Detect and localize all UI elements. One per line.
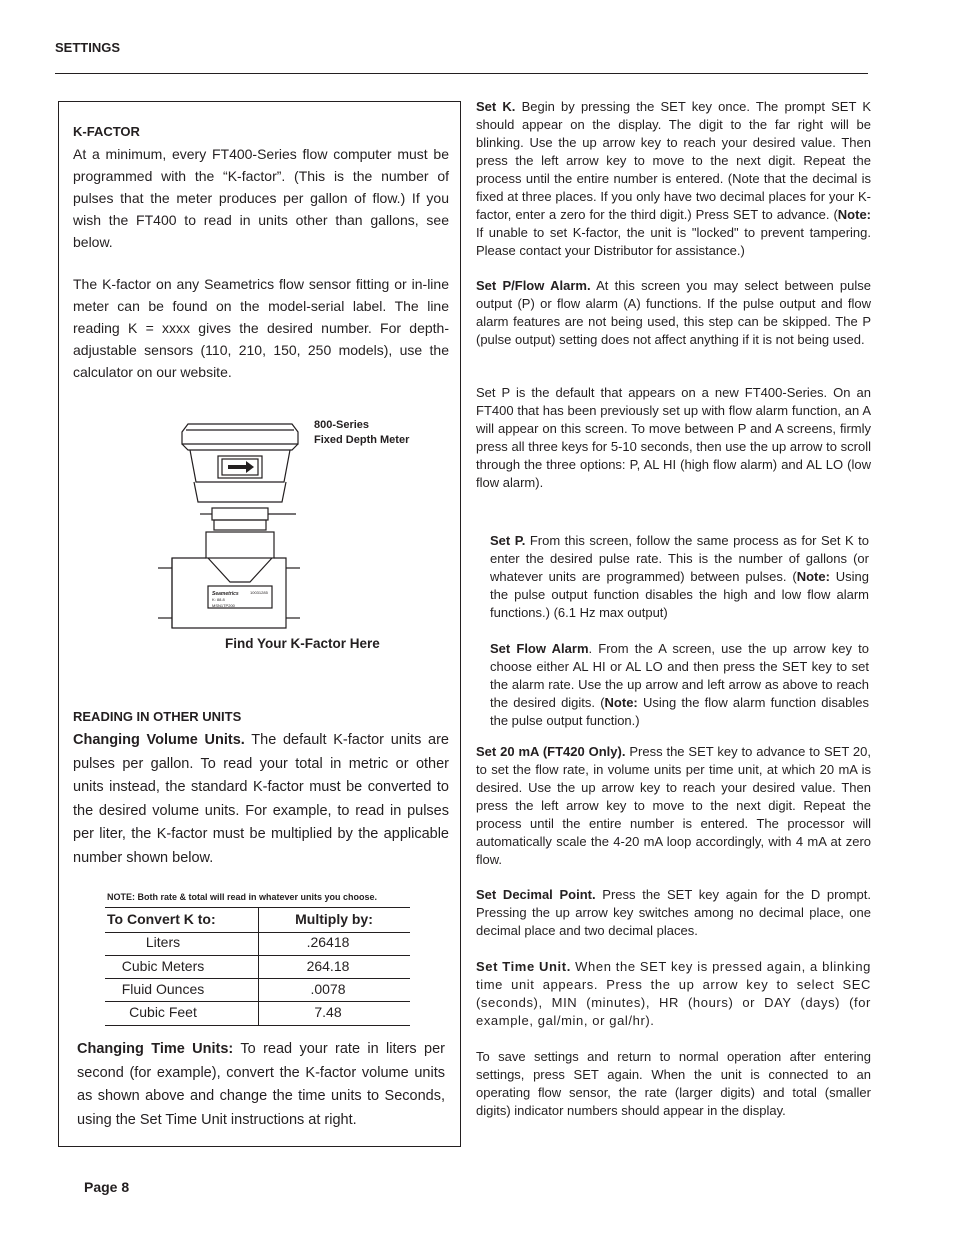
volume-units-lead: Changing Volume Units. [73, 732, 245, 748]
set-p-flow-alarm-body: At this screen you may select between pulse output (P) or flow alarm (A) functions. If the pulse output and flow alarm features are not being used, this step can be skipped. The P (pulse output) setting does not affect anything if it is not being used. [476, 278, 871, 347]
save-settings-paragraph: To save settings and return to normal operation after entering settings, press SET again. When the unit is connected to an operating flow sensor, the rate (larger digits) and total (smaller digits) indicator numbers should appear in the display. [476, 1049, 871, 1118]
time-units-body: To read your rate in liters per second (for example), convert the K-factor volume units as shown above and change the time units to Seconds, using the Set Time Unit instructions at right. [77, 1041, 445, 1128]
set-time-unit-paragraph [476, 958, 871, 1030]
table-header-right: Multiply by: [295, 911, 373, 927]
set-decimal-point-body: Press the SET key again for the D prompt. Pressing the up arrow key switches among no decimal place, one decimal place and two decimal places. [476, 887, 871, 938]
set-flow-alarm-lead: Set Flow Alarm [490, 641, 589, 656]
set-k-note-label: Note: [837, 207, 871, 222]
set-flow-alarm-note-body: Using the flow alarm function disables the pulse output function.) [490, 695, 869, 728]
set-p-paragraph [490, 532, 869, 622]
set-flow-alarm-body: . From the A screen, use the up arrow key to choose either AL HI or AL LO and then press the SET key to set the alarm rate. Use the up arrow and left arrow as above to reach the desired digits. ( [490, 641, 869, 710]
set-20ma-paragraph [476, 743, 871, 869]
set-20ma-lead: Set 20 mA (FT420 Only). [476, 744, 626, 759]
set-flow-alarm-note-label: Note: [604, 695, 638, 710]
set-p-flow-alarm-paragraph [476, 277, 871, 349]
table-bottom-rule [105, 1025, 410, 1026]
set-decimal-point-paragraph [476, 886, 871, 940]
model-serial-label [212, 590, 269, 608]
table-note: NOTE: Both rate & total will read in whatever units you choose. [107, 892, 378, 902]
table-cell-unit: Cubic Meters [121, 958, 205, 974]
figure-label [314, 418, 409, 448]
set-k-note-body: If unable to set K-factor, the unit is "locked" to prevent tampering. Please contact your Distributor for assistance.) [476, 225, 871, 258]
set-time-unit-body: When the SET key is pressed again, a blinking time unit appears. Press the up arrow key to select SEC (seconds), MIN (minutes), HR (hours) or DAY (days) (for example, gal/min, or gal/hr). [476, 959, 872, 1028]
tag-k-line: K: 88.8 [212, 597, 225, 602]
set-p-note-label: Note: [796, 569, 830, 584]
table-cell-factor: .0078 [310, 981, 346, 997]
tag-model: MSN1TP200 [212, 603, 235, 608]
table-cell-factor: .26418 [306, 934, 350, 950]
set-k-paragraph [476, 98, 871, 260]
table-cell-factor: 264.18 [306, 958, 350, 974]
reading-heading: READING IN OTHER UNITS [73, 709, 242, 724]
table-cell-unit: Liters [145, 934, 181, 950]
table-cell-unit: Cubic Feet [129, 1004, 197, 1020]
volume-units-body: The default K-factor units are pulses per gallon. To read your total in metric or other units instead, the standard K-factor must be converted to the desired volume units. For example, to read in pulses per liter, the K-factor must be multiplied by the applicable number shown below. [73, 732, 449, 866]
header-rule [55, 73, 868, 74]
set-p-default-paragraph: Set P is the default that appears on a new FT400-Series. On an FT400 that has been previously set up with flow alarm function, an A will appear on this screen. To move between P and A screens, firmly press all three keys for 5-10 seconds, then use the up arrow to scroll through the three options: P, AL HI (high flow alarm) and AL LO (low flow alarm). [476, 385, 871, 490]
kfactor-paragraph-1: At a minimum, every FT400-Series flow computer must be programmed with the “K-factor”. (This is the number of pulses that the meter produces per gallon of flow.) If you wish the FT400 to read in units other than gallons, see below. [73, 146, 449, 250]
time-units-lead: Changing Time Units: [77, 1041, 234, 1057]
volume-units-paragraph [73, 729, 449, 870]
set-flow-alarm-paragraph [490, 640, 869, 730]
section-header: SETTINGS [55, 40, 121, 55]
set-k-lead: Set K. [476, 99, 516, 114]
figure-label-line-1: 800-Series [314, 419, 370, 431]
set-p-note-body: Using the pulse output function disables the high and low flow alarm functions.) (6.1 Hz max output) [490, 569, 869, 620]
figure-label-line-2: Fixed Depth Meter [314, 434, 410, 446]
set-20ma-body: Press the SET key to advance to SET 20, to set the flow rate, in volume units per time unit, at which 20 mA is desired. Use the up arrow key to reach your desired value. Then press the left arrow key to move to the next digit. Repeat the process until the entire number is entered. The processor will automatically scale the 4-20 mA loop accordingly, with 4 mA at zero flow. [476, 744, 871, 867]
set-p-lead: Set P. [490, 533, 526, 548]
set-p-body: From this screen, follow the same process as for Set K to enter the desired pulse rate. This is the number of gallons (or whatever units are programmed) between pulses. ( [490, 533, 870, 584]
figure-caption: Find Your K-Factor Here [225, 636, 380, 651]
set-decimal-point-lead: Set Decimal Point. [476, 887, 596, 902]
page-number: Page 8 [84, 1179, 130, 1195]
tag-serial: 10031285 [250, 590, 268, 595]
table-header-left: To Convert K to: [107, 911, 216, 927]
set-time-unit-lead: Set Time Unit. [476, 959, 571, 974]
time-units-paragraph [77, 1038, 445, 1132]
kfactor-paragraph-2: The K-factor on any Seametrics flow sensor fitting or in-line meter can be found on the model-serial label. The line reading K = xxxx gives the desired number. For depth-adjustable sensors (110, 210, 150, 250 models), use the calculator on our website. [73, 276, 449, 380]
table-cell-factor: 7.48 [314, 1004, 342, 1020]
set-p-flow-alarm-lead: Set P/Flow Alarm. [476, 278, 591, 293]
kfactor-heading: K-FACTOR [73, 124, 140, 139]
set-k-body: Begin by pressing the SET key once. The prompt SET K should appear on the display. The digit to the far right will be blinking. Use the up arrow key to reach your desired value. Then press the left arrow key to move to the next digit. Repeat the process until the entire number is entered. (Note that the decimal is fixed at three places. If you only have two decimal places for your K-factor, enter a zero for the third digit.) Press SET to advance. ( [476, 99, 872, 222]
table-cell-unit: Fluid Ounces [121, 981, 205, 997]
tag-brand: Seametrics [212, 591, 239, 597]
